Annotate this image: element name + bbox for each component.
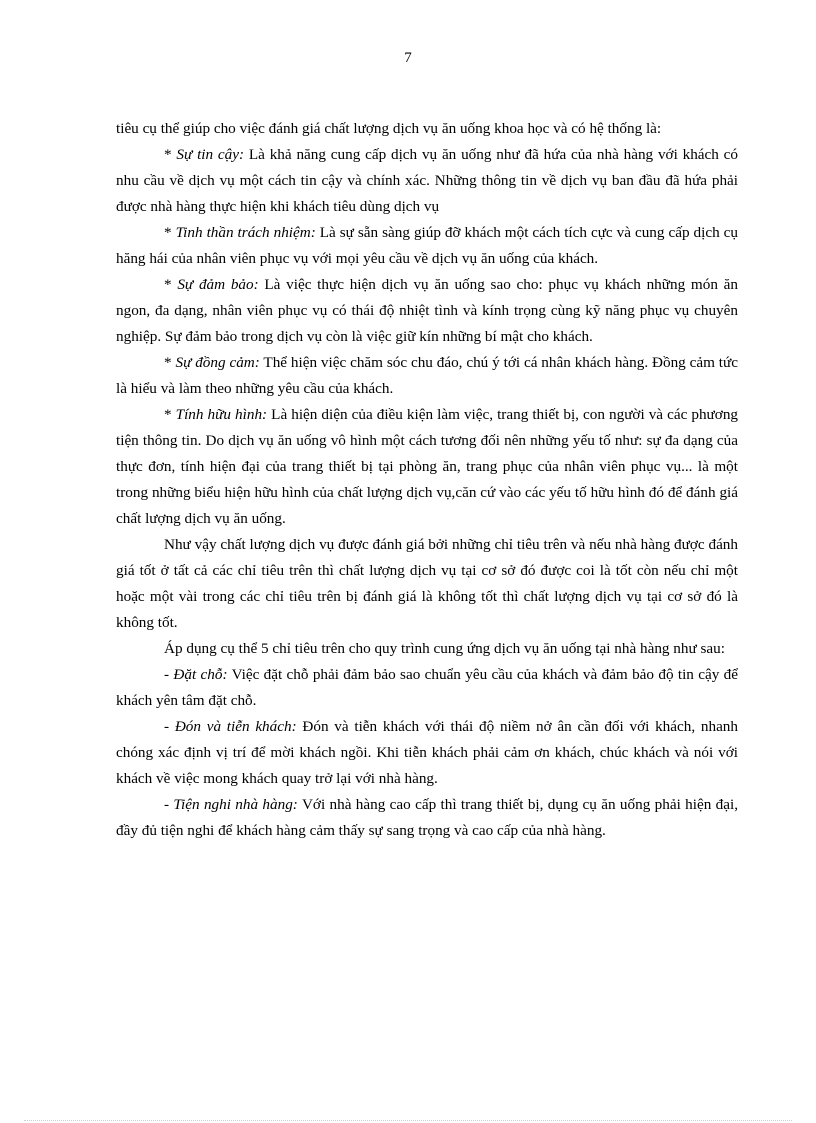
- step-text: Với nhà hàng cao cấp thì trang thiết bị, dụng cụ ăn uống phải hiện đại, đầy đủ tiện nghi để khách hàng cảm thấy sự sang trọng và cao cấp của nhà hàng.: [116, 796, 738, 839]
- intro-paragraph: tiêu cụ thể giúp cho việc đánh giá chất lượng dịch vụ ăn uống khoa học và có hệ thống là:: [116, 120, 662, 137]
- page-number: 7: [404, 50, 412, 66]
- criterion-term: Sự tin cậy:: [176, 146, 245, 163]
- step-amenities: [116, 792, 738, 844]
- criterion-term: Sự đồng cảm:: [175, 354, 260, 371]
- criterion-term: Tinh thần trách nhiệm:: [175, 224, 316, 241]
- criterion-text: Thể hiện việc chăm sóc chu đáo, chú ý tới cá nhân khách hàng. Đồng cảm tức là hiểu và làm theo những yêu cầu của khách.: [116, 354, 738, 397]
- step-term: Đón và tiễn khách:: [174, 718, 297, 735]
- criterion-bullet: *: [164, 406, 176, 423]
- criterion-text: Là khả năng cung cấp dịch vụ ăn uống như đã hứa của nhà hàng với khách có nhu cầu về dịch vụ một cách tin cậy và chính xác. Những thông tin về dịch vụ ban đầu đã hứa phải được nhà hàng thực hiện khi khách tiêu dùng dịch vụ: [116, 146, 739, 215]
- criterion-bullet: *: [164, 354, 176, 371]
- criterion-reliability: [116, 142, 738, 220]
- criterion-bullet: *: [164, 276, 178, 293]
- criterion-bullet: *: [164, 146, 177, 163]
- summary-paragraph: Như vậy chất lượng dịch vụ được đánh giá bởi những chỉ tiêu trên và nếu nhà hàng được đánh giá tốt ở tất cả các chỉ tiêu trên thì chất lượng dịch vụ tại cơ sở đó được coi là tốt còn nếu chỉ một hoặc một vài trong các chỉ tiêu trên bị đánh giá là không tốt thì chất lượng dịch vụ tại cơ sở đó là không tốt.: [116, 536, 738, 631]
- criterion-empathy: [116, 350, 738, 402]
- application-intro-paragraph: Áp dụng cụ thể 5 chỉ tiêu trên cho quy trình cung ứng dịch vụ ăn uống tại nhà hàng như sau:: [164, 640, 725, 657]
- criterion-term: Tính hữu hình:: [175, 406, 268, 423]
- criterion-text: Là sự sẵn sàng giúp đỡ khách một cách tích cực và cung cấp dịch cụ hăng hái của nhân viên phục vụ với mọi yêu cầu về dịch vụ ăn uống của khách.: [116, 224, 738, 267]
- criterion-tangibles: [116, 402, 738, 532]
- step-text: Việc đặt chỗ phải đảm bảo sao chuẩn yêu cầu của khách và đảm bảo độ tin cậy để khách yên tâm đặt chỗ.: [116, 666, 738, 709]
- step-text: Đón và tiễn khách với thái độ niềm nở ân cần đối với khách, nhanh chóng xác định vị trí để mời khách ngồi. Khi tiễn khách phải cảm ơn khách, chúc khách và nói với khách về việc mong khách quay trở lại với nhà hàng.: [116, 718, 738, 787]
- criterion-term: Sự đảm bảo:: [177, 276, 259, 293]
- criterion-responsibility: [116, 220, 738, 272]
- document-body: [116, 116, 738, 844]
- step-bullet: -: [164, 718, 175, 735]
- step-bullet: -: [164, 666, 174, 683]
- step-bullet: -: [164, 796, 174, 813]
- step-reservation: [116, 662, 738, 714]
- criterion-text: Là việc thực hiện dịch vụ ăn uống sao cho: phục vụ khách những món ăn ngon, đa dạng, nhân viên phục vụ có thái độ nhiệt tình và kính trọng cùng kỹ năng phục vụ chuyên nghiệp. Sự đảm bảo trong dịch vụ còn là việc giữ kín những bí mật cho khách.: [116, 276, 738, 345]
- criterion-assurance: [116, 272, 738, 350]
- step-term: Đặt chỗ:: [173, 666, 228, 683]
- criterion-bullet: *: [164, 224, 176, 241]
- step-greeting: [116, 714, 738, 792]
- criterion-text: Là hiện diện của điều kiện làm việc, trang thiết bị, con người và các phương tiện thông tin. Do dịch vụ ăn uống vô hình một cách tương đối nên những yếu tố như: sự đa dạng của thực đơn, tính hiện đại của trang thiết bị tại phòng ăn, trang phục của nhân viên phục vụ... là một trong những biểu hiện hữu hình của chất lượng dịch vụ,căn cứ vào các yếu tố hữu hình đó để đánh giá chất lượng dịch vụ ăn uống.: [116, 406, 739, 527]
- page-bottom-divider: [24, 1120, 792, 1121]
- step-term: Tiện nghi nhà hàng:: [173, 796, 298, 813]
